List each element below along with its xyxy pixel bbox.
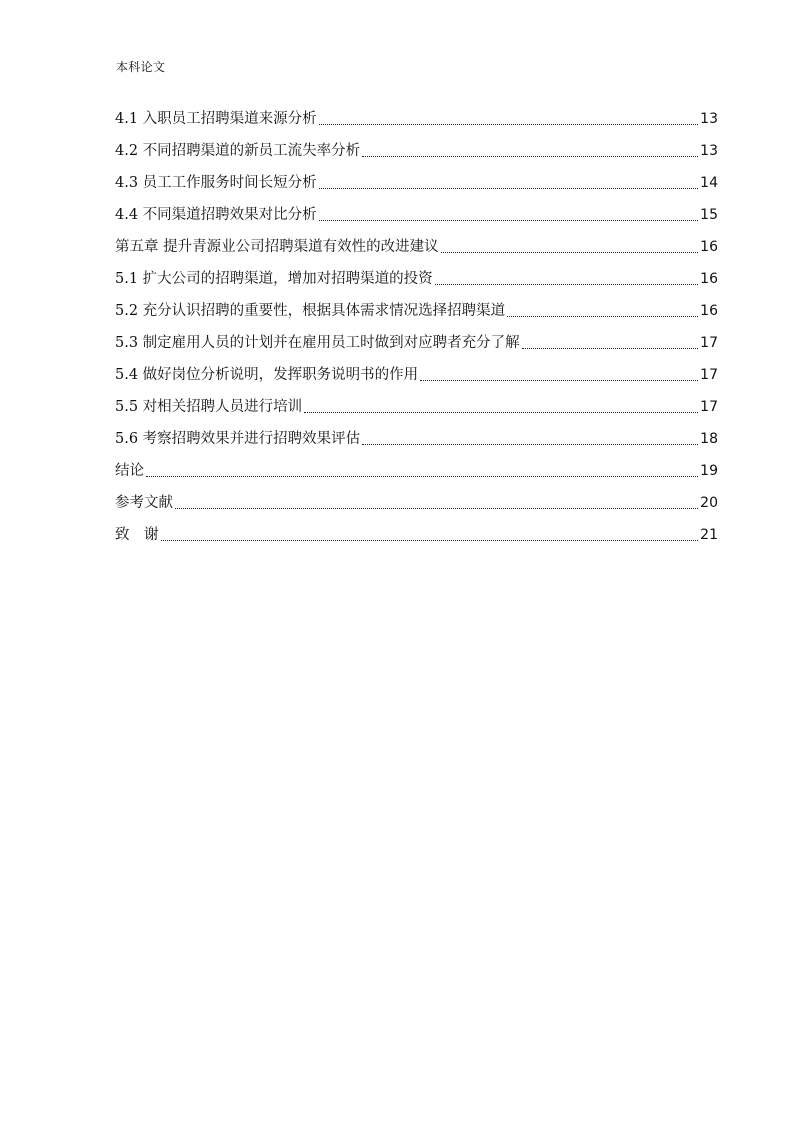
toc-entry[interactable] <box>115 355 718 387</box>
toc-dot-leader <box>435 284 698 285</box>
running-header: 本科论文 <box>116 60 166 74</box>
toc-entry-page: 13 <box>700 143 718 159</box>
toc-entry[interactable] <box>115 163 718 195</box>
toc-dot-leader <box>319 124 698 125</box>
toc-entry-page: 17 <box>700 335 718 351</box>
toc-entry-page: 21 <box>700 527 718 543</box>
toc-entry-page: 16 <box>700 271 718 287</box>
toc-entry-title: 5.2 充分认识招聘的重要性，根据具体需求情况选择招聘渠道 <box>115 303 506 319</box>
toc-entry-page: 17 <box>700 367 718 383</box>
toc-entry-title: 5.5 对相关招聘人员进行培训 <box>115 399 303 415</box>
toc-entry-title: 5.1 扩大公司的招聘渠道，增加对招聘渠道的投资 <box>115 271 433 287</box>
toc-dot-leader <box>319 188 698 189</box>
table-of-contents <box>115 99 718 547</box>
toc-entry[interactable] <box>115 451 718 483</box>
toc-entry-page: 20 <box>700 495 718 511</box>
toc-dot-leader <box>507 316 698 317</box>
toc-entry[interactable] <box>115 259 718 291</box>
toc-entry-title: 5.3 制定雇用人员的计划并在雇用员工时做到对应聘者充分了解 <box>115 335 520 351</box>
toc-entry[interactable] <box>115 131 718 163</box>
toc-entry-title: 4.3 员工工作服务时间长短分析 <box>115 175 317 191</box>
toc-entry[interactable] <box>115 419 718 451</box>
toc-dot-leader <box>362 444 698 445</box>
toc-entry[interactable] <box>115 515 718 547</box>
toc-entry-title: 结论 <box>115 463 144 479</box>
toc-dot-leader <box>319 220 698 221</box>
toc-entry-page: 16 <box>700 239 718 255</box>
toc-entry[interactable] <box>115 291 718 323</box>
toc-entry-title: 4.1 入职员工招聘渠道来源分析 <box>115 111 317 127</box>
toc-dot-leader <box>522 348 698 349</box>
toc-dot-leader <box>304 412 698 413</box>
toc-entry[interactable] <box>115 387 718 419</box>
toc-entry-page: 16 <box>700 303 718 319</box>
toc-entry-title: 第五章 提升青源业公司招聘渠道有效性的改进建议 <box>115 239 439 255</box>
toc-entry-page: 17 <box>700 399 718 415</box>
toc-entry-page: 19 <box>700 463 718 479</box>
toc-entry-title: 4.4 不同渠道招聘效果对比分析 <box>115 207 317 223</box>
toc-entry-page: 13 <box>700 111 718 127</box>
toc-dot-leader <box>146 476 698 477</box>
toc-entry-title: 参考文献 <box>115 495 173 511</box>
toc-dot-leader <box>420 380 698 381</box>
toc-entry-page: 14 <box>700 175 718 191</box>
toc-entry[interactable] <box>115 99 718 131</box>
toc-dot-leader <box>161 540 699 541</box>
toc-dot-leader <box>175 508 698 509</box>
toc-entry-title: 5.4 做好岗位分析说明，发挥职务说明书的作用 <box>115 367 419 383</box>
toc-entry-title: 5.6 考察招聘效果并进行招聘效果评估 <box>115 431 361 447</box>
toc-entry-page: 15 <box>700 207 718 223</box>
toc-entry[interactable] <box>115 483 718 515</box>
toc-dot-leader <box>441 252 698 253</box>
toc-entry-page: 18 <box>700 431 718 447</box>
toc-dot-leader <box>362 156 698 157</box>
toc-entry-title: 4.2 不同招聘渠道的新员工流失率分析 <box>115 143 361 159</box>
toc-entry[interactable] <box>115 227 718 259</box>
toc-entry[interactable] <box>115 195 718 227</box>
toc-entry-title: 致 谢 <box>115 527 159 543</box>
toc-entry[interactable] <box>115 323 718 355</box>
